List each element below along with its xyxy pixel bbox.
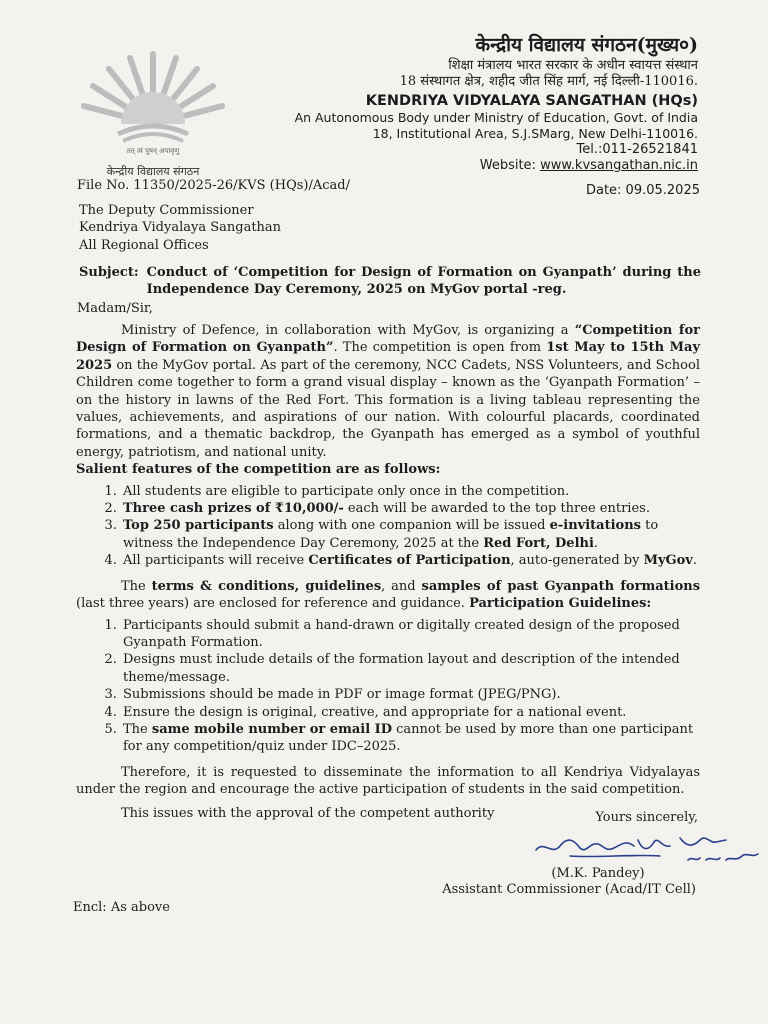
signatory-designation: Assistant Commissioner (Acad/IT Cell) [442,882,696,897]
file-number: File No. 11350/2025-26/KVS (HQs)/Acad/ [77,178,350,193]
guidelines-list [76,617,700,756]
org-phone: Tel.:011-26521841 [576,141,698,157]
kvs-logo [78,14,228,178]
list-item: 1. Participants should submit a hand-drawn or digitally created design of the proposed Gyanpath Formation. [121,617,700,652]
org-title-english: KENDRIYA VIDYALAYA SANGATHAN (HQs) [365,93,698,110]
list-item: 2. Three cash prizes of ₹10,000/- each will be awarded to the top three entries. [121,500,700,517]
features-list [76,483,700,570]
features-heading: Salient features of the competition are as follows: [76,462,441,478]
list-item: 3. Submissions should be made in PDF or image format (JPEG/PNG). [121,686,700,703]
list-item: 1. All students are eligible to participate only once in the competition. [121,483,700,500]
closing-phrase: Yours sincerely, [595,810,698,825]
salutation: Madam/Sir, [77,301,153,316]
org-subtitle-hindi: शिक्षा मंत्रालय भारत सरकार के अधीन स्वायत्त संस्थान [448,57,698,73]
logo-org-name: केन्द्रीय विद्यालय संगठन [106,165,200,178]
list-item: 4. All participants will receive Certificates of Participation, auto-generated by MyGov. [121,552,700,569]
org-address-hindi: 18 संस्थागत क्षेत्र, शहीद जीत सिंह मार्ग, नई दिल्ली-110016. [399,74,698,89]
approval-paragraph: This issues with the approval of the competent authority [121,805,495,821]
list-item: 5. The same mobile number or email ID cannot be used by more than one participant for any competition/quiz under IDC–2025. [121,721,700,756]
website-link[interactable]: www.kvsangathan.nic.in [540,157,698,173]
org-subtitle-english: An Autonomous Body under Ministry of Education, Govt. of India [294,110,698,126]
list-item: 4. Ensure the design is original, creative, and appropriate for a national event. [121,704,700,721]
subject-text: Conduct of ‘Competition for Design of Formation on Gyanpath’ during the Independence Day Ceremony, 2025 on MyGov portal -reg. [146,265,701,297]
org-website [278,158,698,174]
enclosure-note: Encl: As above [73,900,170,915]
letter-body [76,322,700,822]
rising-sun-emblem-icon [78,14,228,149]
addressee-line: Kendriya Vidyalaya Sangathan [79,220,282,236]
addressee-block [79,202,281,254]
subject-line [79,265,701,299]
signatory-name: (M.K. Pandey) [551,866,645,881]
request-paragraph: Therefore, it is requested to disseminate the information to all Kendriya Vidyalayas under the region and encourage the active participation of students in the said competition. [76,764,700,798]
org-title-hindi: केन्द्रीय विद्यालय संगठन(मुख्य०) [475,34,698,56]
logo-motto: तत् त्वं पूषन् अपावृणु [126,147,180,155]
addressee-line: All Regional Offices [79,237,209,253]
list-item: 3. Top 250 participants along with one companion will be issued e-invitations to witness the Independence Day Ceremony, 2025 at the Red Fort, Delhi. [121,517,700,552]
enclosure-paragraph: The terms & conditions, guidelines, and samples of past Gyanpath formations (last three years) are enclosed for reference and guidance. Participation Guidelines: [76,578,701,612]
subject-label: Subject: [79,265,139,280]
list-item: 2. Designs must include details of the formation layout and description of the intended theme/message. [121,651,700,686]
website-label: Website: [479,157,541,173]
intro-paragraph: Ministry of Defence, in collaboration with MyGov, is organizing a “Competition for Design of Formation on Gyanpath”. The competition is open from 1st May to 15th May 2025 on the MyGov portal. As part of the ceremony, NCC Cadets, NSS Volunteers, and School Children come together to form a grand visual display – known as the ‘Gyanpath Formation’ – on the history in lawns of the Red Fort. This formation is a living tableau representing the values, achievements, and aspirations of our nation. With colourful placards, coordinated formations, and a thematic backdrop, the Gyanpath has emerged as a symbol of youthful energy, patriotism, and national unity. [76,323,700,460]
letterhead [278,34,698,174]
org-address-english: 18, Institutional Area, S.J.SMarg, New Delhi-110016. [372,126,698,141]
letter-date: Date: 09.05.2025 [585,183,700,198]
handwritten-signature-icon [530,826,768,870]
addressee-line: The Deputy Commissioner [79,203,254,218]
